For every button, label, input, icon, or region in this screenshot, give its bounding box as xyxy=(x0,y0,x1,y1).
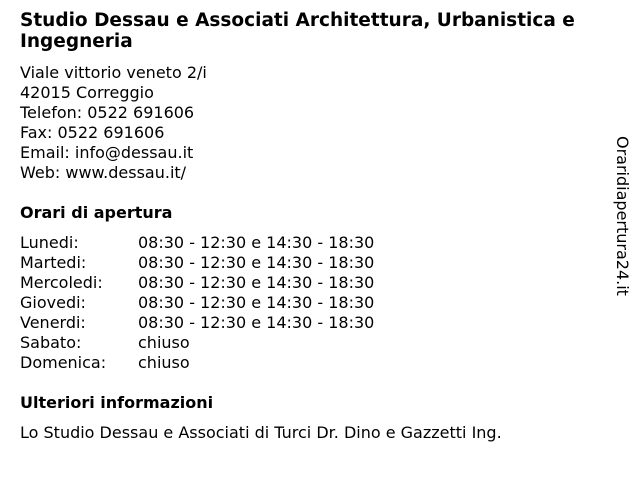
day-hours: 08:30 - 12:30 e 14:30 - 18:30 xyxy=(138,233,375,252)
more-info-heading: Ulteriori informazioni xyxy=(20,393,214,412)
day-label: Sabato: xyxy=(20,333,82,352)
opening-hours-table xyxy=(20,233,620,373)
hours-row-monday xyxy=(20,233,620,253)
more-info-text: Lo Studio Dessau e Associati di Turci Dr. Dino e Gazzetti Ing. xyxy=(20,423,502,442)
day-hours: chiuso xyxy=(138,333,190,352)
site-watermark: Oraridiapertura24.it xyxy=(613,136,632,296)
day-label: Giovedi: xyxy=(20,293,86,312)
hours-row-tuesday xyxy=(20,253,620,273)
day-hours: 08:30 - 12:30 e 14:30 - 18:30 xyxy=(138,293,375,312)
phone-number: Telefon: 0522 691606 xyxy=(20,103,195,122)
fax-number: Fax: 0522 691606 xyxy=(20,123,165,142)
day-label: Domenica: xyxy=(20,353,107,372)
day-label: Venerdi: xyxy=(20,313,86,332)
hours-row-saturday xyxy=(20,333,620,353)
hours-row-wednesday xyxy=(20,273,620,293)
day-hours: 08:30 - 12:30 e 14:30 - 18:30 xyxy=(138,253,375,272)
day-hours: 08:30 - 12:30 e 14:30 - 18:30 xyxy=(138,273,375,292)
address-street: Viale vittorio veneto 2/i xyxy=(20,63,207,82)
hours-row-thursday xyxy=(20,293,620,313)
address-city: 42015 Correggio xyxy=(20,83,154,102)
day-hours: chiuso xyxy=(138,353,190,372)
business-card xyxy=(20,10,620,443)
day-label: Lunedi: xyxy=(20,233,79,252)
hours-row-sunday xyxy=(20,353,620,373)
email-address: Email: info@dessau.it xyxy=(20,143,194,162)
business-name: Studio Dessau e Associati Architettura, Urbanistica e Ingegneria xyxy=(20,10,575,52)
opening-hours-heading: Orari di apertura xyxy=(20,203,173,222)
day-label: Martedi: xyxy=(20,253,87,272)
hours-row-friday xyxy=(20,313,620,333)
day-hours: 08:30 - 12:30 e 14:30 - 18:30 xyxy=(138,313,375,332)
contact-details xyxy=(20,63,620,183)
website-address: Web: www.dessau.it/ xyxy=(20,163,187,182)
day-label: Mercoledi: xyxy=(20,273,103,292)
